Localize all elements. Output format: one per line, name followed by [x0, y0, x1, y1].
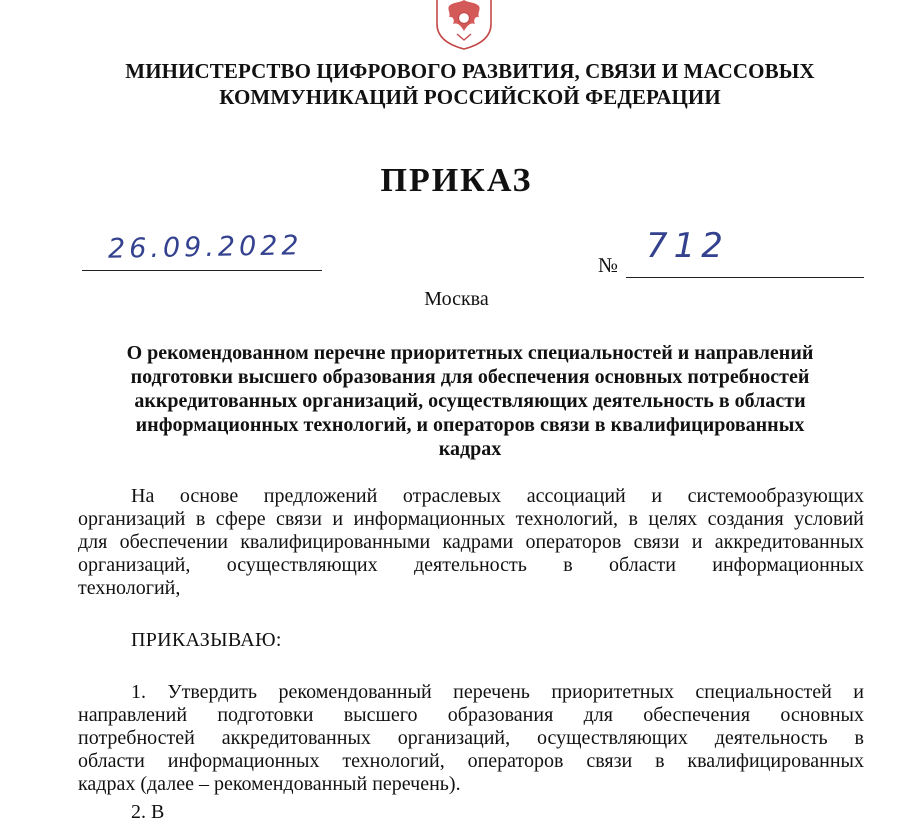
word: информационных — [712, 554, 864, 576]
document-type: ПРИКАЗ — [380, 162, 533, 199]
decree-word: ПРИКАЗЫВАЮ: — [131, 629, 282, 651]
word: и — [332, 508, 344, 530]
word: потребностей — [78, 727, 195, 749]
word: деятельность — [413, 554, 527, 576]
number-sign: № — [598, 253, 619, 277]
word: – — [198, 773, 214, 795]
word: операторов — [467, 750, 564, 772]
word: 1. — [131, 681, 146, 703]
word: области — [609, 554, 676, 576]
word: приоритетных — [551, 681, 674, 703]
word: в — [628, 508, 638, 530]
word: обеспечении — [119, 531, 228, 553]
word: связи — [586, 750, 633, 772]
order-date: 26.09.2022 — [107, 230, 303, 265]
word: рекомендованный — [278, 681, 432, 703]
word: и — [691, 531, 703, 553]
word: специальностей — [695, 681, 832, 703]
word: подготовки — [217, 704, 314, 726]
order-number: 712 — [646, 226, 729, 266]
word: Утвердить — [167, 681, 258, 703]
number-underline — [626, 277, 864, 278]
preamble-paragraph — [78, 485, 864, 600]
coat-of-arms-icon — [431, 0, 497, 50]
word: для — [583, 704, 613, 726]
item-2-start: 2. В — [131, 801, 165, 823]
ministry-line-2: КОММУНИКАЦИЙ РОССИЙСКОЙ ФЕДЕРАЦИИ — [219, 85, 721, 109]
word: деятельность — [714, 727, 828, 749]
word: кадрах — [78, 773, 141, 795]
word: условий — [794, 508, 864, 530]
word: квалифицированными — [240, 531, 431, 553]
word: перечень — [453, 681, 530, 703]
title-line: аккредитованных организаций, осуществляющих деятельность в области — [134, 390, 806, 412]
word: технологий, — [342, 750, 445, 772]
word: аккредитованных — [714, 531, 864, 553]
item-1-line — [78, 704, 864, 727]
title-line: подготовки высшего образования для обеспечения основных потребностей — [130, 366, 810, 388]
title-line: информационных технологий, и операторов связи в квалифицированных — [135, 414, 805, 436]
word: основе — [179, 485, 239, 507]
word: квалифицированных — [687, 750, 864, 772]
word: в — [655, 750, 665, 772]
date-underline — [82, 270, 322, 271]
item-1-paragraph — [78, 681, 864, 796]
word: направлений — [78, 704, 188, 726]
word: осуществляющих — [536, 727, 688, 749]
title-line: кадрах — [438, 438, 502, 460]
word: организаций, — [397, 727, 511, 749]
word: информационных — [353, 508, 506, 530]
word: высшего — [343, 704, 418, 726]
word: в — [563, 554, 573, 576]
word: связи — [276, 508, 322, 530]
word: кадрами — [442, 531, 514, 553]
preamble-line — [78, 577, 864, 600]
item-1-line — [78, 681, 864, 704]
word: технологий, — [515, 508, 619, 530]
word: целях — [648, 508, 698, 530]
word: организаций, — [78, 554, 191, 576]
word: создания — [707, 508, 784, 530]
ministry-line-1: МИНИСТЕРСТВО ЦИФРОВОГО РАЗВИТИЯ, СВЯЗИ И МАССОВЫХ — [125, 59, 815, 83]
item-1-line — [78, 727, 864, 750]
word: операторов — [525, 531, 622, 553]
item-1-line — [78, 750, 864, 773]
word: обеспечения — [643, 704, 751, 726]
preamble-line — [78, 485, 864, 508]
word: информационных — [167, 750, 320, 772]
word: аккредитованных — [221, 727, 371, 749]
word: технологий, — [78, 577, 181, 599]
preamble-line — [78, 554, 864, 577]
word: и — [853, 681, 864, 703]
word: На — [131, 485, 155, 507]
word: и — [651, 485, 663, 507]
word: области — [78, 750, 145, 772]
preamble-line — [78, 531, 864, 554]
word: перечень). — [372, 773, 461, 795]
word: системообразующих — [687, 485, 864, 507]
word: связи — [633, 531, 680, 553]
preamble-line — [78, 508, 864, 531]
word: в — [195, 508, 206, 530]
word: осуществляющих — [226, 554, 378, 576]
word: (далее — [140, 773, 199, 795]
word: предложений — [263, 485, 378, 507]
title-line: О рекомендованном перечне приоритетных специальностей и направлений — [126, 342, 814, 364]
word: для — [78, 531, 108, 553]
word: основных — [780, 704, 864, 726]
word: отраслевых — [402, 485, 502, 507]
word: организаций — [78, 508, 186, 530]
word: рекомендованный — [213, 773, 373, 795]
word: сфере — [215, 508, 266, 530]
word: образования — [447, 704, 554, 726]
item-1-line — [78, 773, 864, 796]
order-title — [95, 341, 845, 461]
word: в — [854, 727, 864, 749]
city: Москва — [424, 288, 489, 310]
word: ассоциаций — [526, 485, 626, 507]
ministry-name — [60, 58, 880, 110]
